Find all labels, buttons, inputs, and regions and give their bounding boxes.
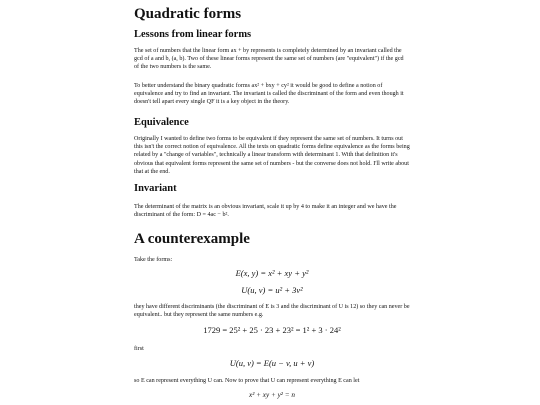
equation-n: x² + xy + y² = n — [249, 391, 295, 399]
paragraph-invariant: The determinant of the matrix is an obvious invariant, scale it up by 4 to make it an integer and we have the discriminant of the form: D = 4ac − b². — [134, 204, 397, 219]
section-heading-invariant: Invariant — [134, 183, 177, 194]
equation-e: E(x, y) = x² + xy + y² — [235, 268, 309, 278]
section-heading-equivalence: Equivalence — [134, 117, 189, 128]
paragraph-lessons-2: To better understand the binary quadratic forms ax² + bxy + cy² it would be good to define a notion of equivalence and try to find an invariant. The invariant is called the discriminant of the form and even though it doesn't tell apart every single QF it is a key object in the theory. — [134, 83, 404, 106]
page-title: Quadratic forms — [134, 6, 242, 22]
equation-u-of-e: U(u, v) = E(u − v, u + v) — [229, 358, 315, 368]
equation-u: U(u, v) = u² + 3v² — [241, 285, 303, 295]
paragraph-take: Take the forms: — [134, 257, 173, 263]
paragraph-first: first — [134, 346, 144, 352]
paragraph-so: so E can represent everything U can. Now to prove that U can represent everything E can let — [134, 378, 360, 384]
paragraph-they: they have different discriminants (the discriminant of E is 3 and the discriminant of U is 12) so they can never be equivalent.. but they represent the same numbers e.g. — [134, 304, 410, 319]
paragraph-lessons-1: The set of numbers that the linear form ax + by represents is completely determined by an invariant called the gcd of a and b, (a, b). Two of these linear forms represent the same set of numbers (are "equivalent") if the gcd of the two numbers is the same. — [134, 48, 404, 71]
section-heading-counterexample: A counterexample — [134, 231, 250, 247]
equation-1729: 1729 = 25² + 25 · 23 + 23² = 1² + 3 · 24² — [203, 325, 341, 335]
section-heading-lessons: Lessons from linear forms — [134, 29, 252, 40]
paragraph-equivalence: Originally I wanted to define two forms to be equivalent if they represent the same set of numbers. It turns out this isn't the correct notion of equivalence. All the texts on quadratic forms define equivalence as the forms being related by a "change of variables", technically a linear transform with determinant 1. With that definition it's obvious that equivalent forms represent the same set of numbers - but the converse does not hold. I'll write about that at the end. — [134, 136, 410, 175]
